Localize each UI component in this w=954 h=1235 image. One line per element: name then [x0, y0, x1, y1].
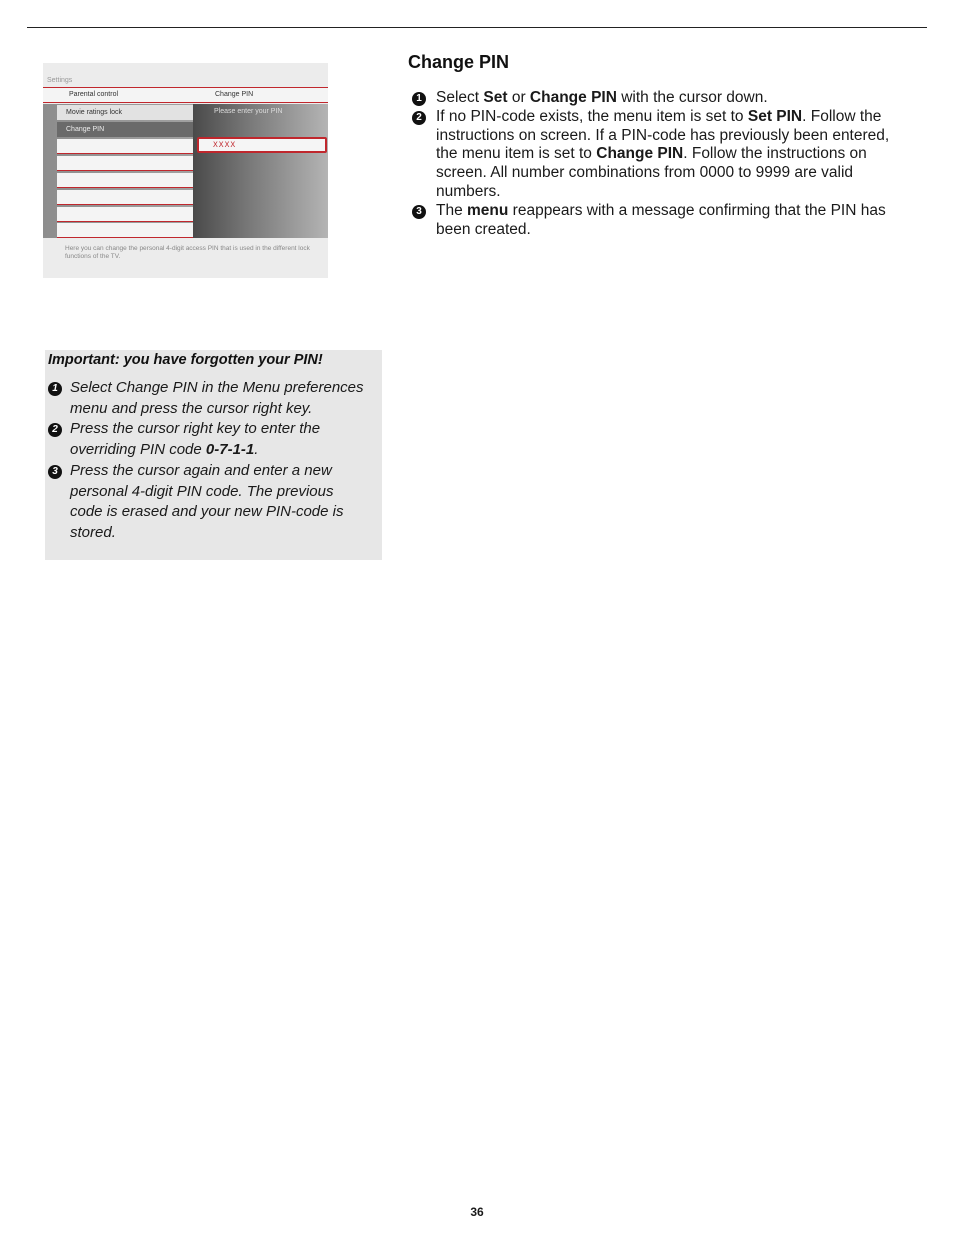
- step-text: . Follow the instructions on screen. All number combinations from 0000 to 9999 are valid numbers.: [436, 145, 867, 200]
- tv-help-text: Here you can change the personal 4-digit access PIN that is used in the different lock functions of the TV.: [65, 245, 310, 260]
- step-number-icon: 1: [412, 92, 426, 106]
- step-number-icon: 2: [412, 111, 426, 125]
- tv-menu-screenshot: [43, 63, 328, 278]
- step-text: Select Change PIN in the Menu preferences menu and press the cursor right key.: [70, 379, 364, 417]
- step-text: If no PIN-code exists, the menu item is set to: [436, 107, 748, 125]
- tv-menu-header: [43, 87, 328, 103]
- tv-menu-title: Settings: [47, 77, 73, 84]
- tv-header-right: Change PIN: [215, 91, 254, 98]
- step-emphasis: Set: [483, 89, 508, 106]
- step-item: [48, 461, 368, 544]
- tv-header-left: Parental control: [69, 91, 119, 98]
- important-note-box: [45, 350, 382, 560]
- step-emphasis: 0-7-1-1: [205, 441, 255, 459]
- tv-menu-item: Movie ratings lock: [57, 105, 193, 120]
- tv-menu-empty-row: [57, 223, 193, 238]
- step-text: Press the cursor again and enter a new personal 4-digit PIN code. The previous code is erased and your new PIN-code is stored.: [70, 461, 344, 541]
- step-item: [412, 108, 912, 202]
- important-note-title: Important: you have forgotten your PIN!: [48, 352, 323, 368]
- step-emphasis: Change PIN: [529, 89, 617, 106]
- page-number: 36: [470, 1205, 484, 1219]
- tv-menu-empty-row: [57, 173, 193, 188]
- tv-menu-empty-row: [57, 190, 193, 205]
- step-number-icon: 3: [412, 205, 426, 219]
- step-number-icon: 3: [48, 465, 62, 479]
- step-item: [48, 419, 368, 460]
- step-text: .: [254, 441, 259, 459]
- tv-menu-item-selected: Change PIN: [57, 122, 193, 137]
- tv-menu-panel: [193, 104, 328, 238]
- tv-pin-field: [197, 137, 327, 153]
- step-number-icon: 1: [48, 382, 62, 396]
- top-rule: [27, 27, 927, 28]
- step-text: Press the cursor right key to enter the overriding PIN code: [70, 420, 321, 459]
- step-item: [412, 202, 912, 240]
- step-text: reappears with a message confirming that the PIN has been created.: [436, 201, 886, 238]
- step-text: Select: [436, 89, 484, 106]
- tv-pin-prompt: Please enter your PIN: [214, 108, 283, 115]
- step-emphasis: Set PIN: [747, 107, 803, 125]
- step-text: or: [507, 89, 530, 106]
- tv-menu-empty-row: [57, 156, 193, 171]
- step-item: [412, 89, 912, 108]
- step-text: The: [436, 201, 468, 219]
- tv-menu-list: [57, 104, 193, 238]
- step-emphasis: menu: [467, 201, 509, 219]
- step-text: . Follow the instructions on screen. If a PIN-code has previously been entered, the menu item is set to: [436, 107, 890, 163]
- tv-menu-body: [43, 104, 328, 238]
- step-emphasis: Change PIN: [596, 145, 684, 163]
- section-heading: Change PIN: [408, 52, 510, 72]
- step-number-icon: 2: [48, 423, 62, 437]
- tv-menu-empty-row: [57, 207, 193, 222]
- step-item: [48, 378, 368, 419]
- tv-pin-mask: XXXX: [213, 141, 237, 150]
- tv-menu-empty-row: [57, 139, 193, 154]
- step-text: with the cursor down.: [616, 89, 768, 106]
- instruction-steps: [412, 89, 912, 239]
- important-note-steps: [48, 378, 368, 544]
